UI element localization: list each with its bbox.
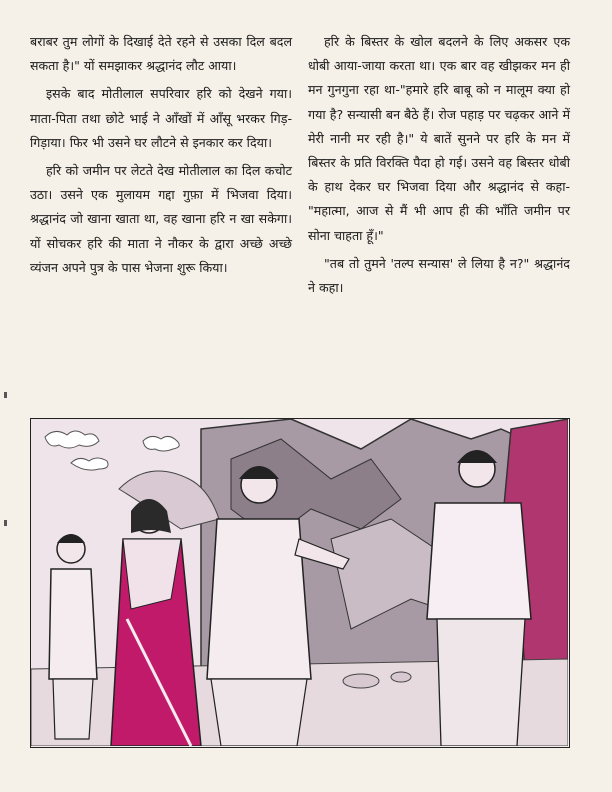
margin-tick — [4, 392, 7, 398]
right-paragraph-1: हरि के बिस्तर के खोल बदलने के लिए अकसर एक धोबी आया-जाया करता था। एक बार वह खीझकर मन ही मन गुनगुना रहा था-"हमारे हरि बाबू को न मालूम क्या हो गया है? सन्यासी बन बैठे हैं। रोज पहाड़ पर चढ़कर आने में मेरी नानी मर रही है।" ये बातें सुनने पर हरि के मन में बिस्तर के प्रति विरक्ति पैदा हो गई। उसने वह बिस्तर धोबी के हाथ देकर घर भिजवा दिया और श्रद्धानंद से कहा-"महात्मा, आज से मैं भी आप ही की भाँति जमीन पर सोना चाहता हूँ।" — [308, 34, 570, 243]
left-paragraph-1: बराबर तुम लोगों के दिखाई देते रहने से उसका दिल बदल सकता है।" यों समझाकर श्रद्धानंद लौट आया। — [30, 34, 292, 74]
right-paragraph-2: "तब तो तुमने 'तल्प सन्यास' ले लिया है न?" श्रद्धानंद ने कहा। — [308, 255, 570, 296]
illustration-svg — [31, 419, 568, 746]
left-paragraph-2: इसके बाद मोतीलाल सपरिवार हरि को देखने गया। माता-पिता तथा छोटे भाई ने आँखों में आँसू भरकर गिड़-गिड़ाया। फिर भी उसने घर लौटने से इनकार कर दिया। — [30, 86, 292, 150]
left-paragraph-3: हरि को जमीन पर लेटते देख मोतीलाल का दिल कचोट उठा। उसने एक मुलायम गद्दा गुफ़ा में भिजवा दिया। श्रद्धानंद जो खाना खाता था, वह खाना हरि न खा सकेगा। यों सोचकर हरि की माता ने नौकर के द्वारा अच्छे अच्छे व्यंजन अपने पुत्र के पास भेजना शुरू किया। — [30, 163, 292, 275]
margin-tick — [4, 520, 7, 526]
right-text-column — [308, 30, 570, 304]
story-illustration — [30, 418, 570, 748]
left-text-column — [30, 30, 292, 284]
